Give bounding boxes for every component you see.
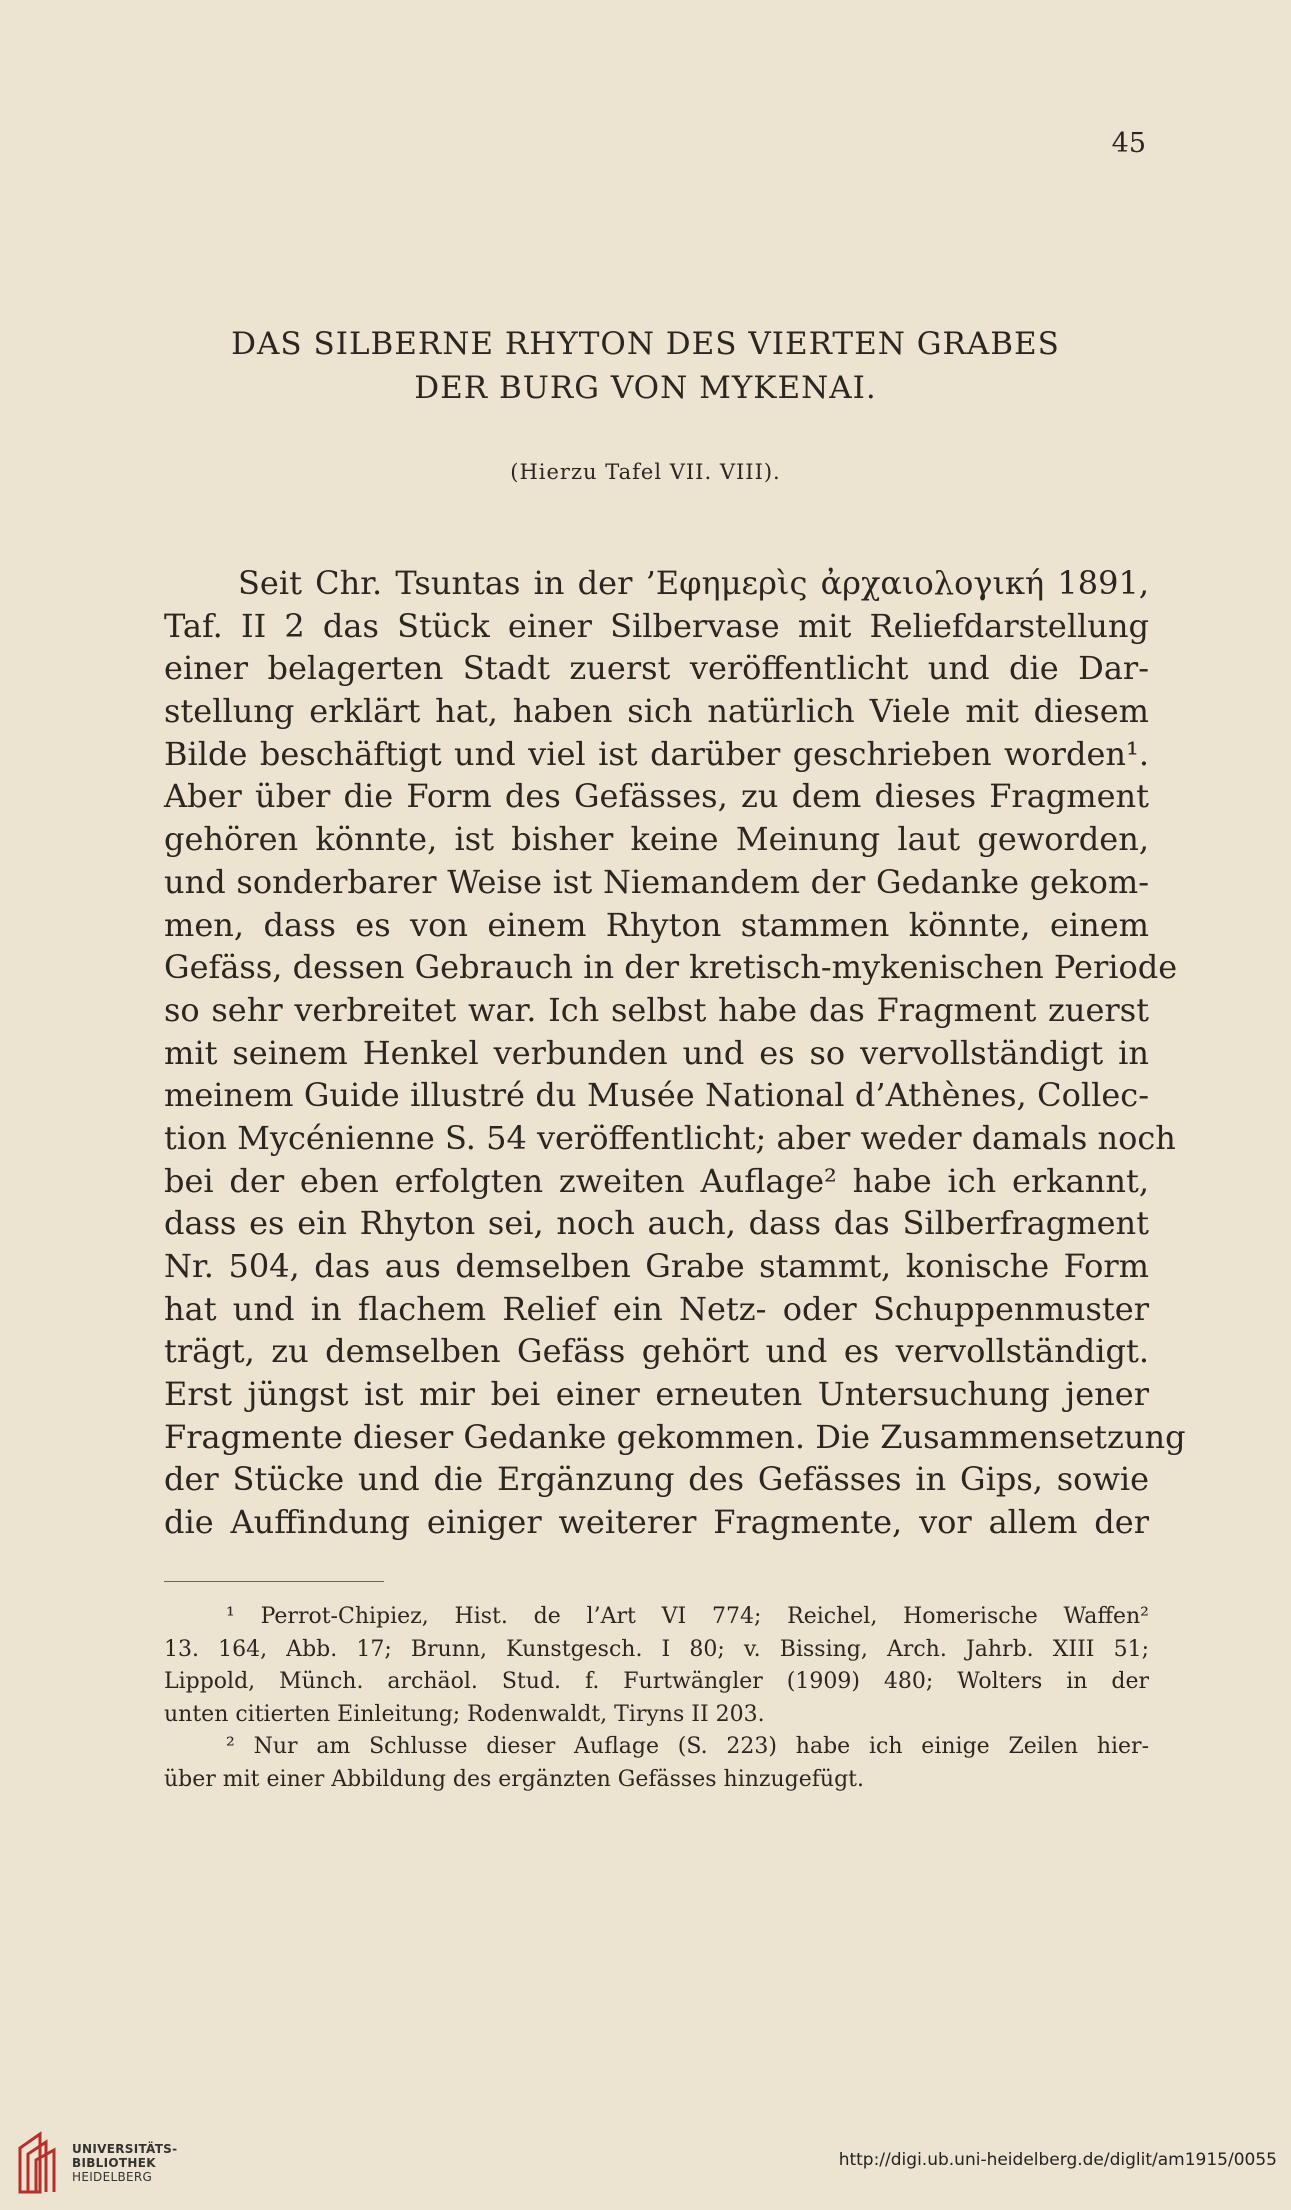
title-line-2: DER BURG VON MYKENAI.	[414, 370, 877, 406]
footnotes	[164, 1601, 1149, 1796]
article-title	[0, 322, 1291, 410]
footnote-line: ¹ Perrot-Chipiez, Hist. de l’Art VI 774; Reichel, Homerische Waffen²	[226, 1604, 1149, 1629]
body-line: men, dass es von einem Rhyton stammen könnte, einem	[164, 905, 1149, 944]
footnote-line: unten citierten Einleitung; Rodenwaldt, Tiryns II 203.	[164, 1701, 765, 1727]
footnote-divider	[164, 1581, 384, 1582]
footnote-line: ² Nur am Schlusse dieser Auflage (S. 223) habe ich einige Zeilen hier-	[226, 1734, 1149, 1759]
library-emblem-icon	[14, 2128, 66, 2198]
body-line: so sehr verbreitet war. Ich selbst habe das Fragment zuerst	[164, 990, 1149, 1029]
body-line: Taf. II 2 das Stück einer Silbervase mit Reliefdarstellung	[164, 606, 1149, 645]
body-line: Seit Chr. Tsuntas in der ’Εφημερὶς ἀρχαιολογική 1891,	[238, 564, 1149, 602]
body-line: tion Mycénienne S. 54 veröffentlicht; aber weder damals noch	[164, 1118, 1176, 1157]
footnote-line: 13. 164, Abb. 17; Brunn, Kunstgesch. I 80; v. Bissing, Arch. Jahrb. XIII 51;	[164, 1636, 1149, 1662]
body-text	[164, 562, 1186, 1544]
body-line: die Auffindung einiger weiterer Fragmente, vor allem der	[164, 1503, 1149, 1542]
body-line: Fragmente dieser Gedanke gekommen. Die Zusammensetzung	[164, 1417, 1186, 1456]
body-line: der Stücke und die Ergänzung des Gefässes in Gips, sowie	[164, 1460, 1149, 1499]
page-number: 45	[1111, 128, 1146, 159]
article-subtitle: (Hierzu Tafel VII. VIII).	[510, 460, 781, 484]
body-line: meinem Guide illustré du Musée National d’Athènes, Collec-	[164, 1076, 1149, 1115]
footnote-line: über mit einer Abbildung des ergänzten Gefässes hinzugefügt.	[164, 1766, 864, 1792]
logo-line-1: UNIVERSITÄTS-	[72, 2142, 178, 2156]
logo-line-2: BIBLIOTHEK	[72, 2156, 156, 2170]
body-line: mit seinem Henkel verbunden und es so vervollständigt in	[164, 1033, 1149, 1072]
body-line: stellung erklärt hat, haben sich natürlich Viele mit diesem	[164, 692, 1149, 731]
body-line: Bilde beschäftigt und viel ist darüber geschrieben worden¹.	[164, 734, 1149, 773]
body-line: bei der eben erfolgten zweiten Auflage² habe ich erkannt,	[164, 1161, 1149, 1200]
source-url[interactable]: http://digi.ub.uni-heidelberg.de/diglit/am1915/0055	[838, 2150, 1277, 2170]
title-line-1: DAS SILBERNE RHYTON DES VIERTEN GRABES	[231, 326, 1060, 362]
body-line: dass es ein Rhyton sei, noch auch, dass das Silberfragment	[164, 1204, 1149, 1243]
body-line: hat und in flachem Relief ein Netz- oder Schuppenmuster	[164, 1289, 1149, 1328]
logo-line-3: HEIDELBERG	[72, 2170, 153, 2184]
body-line: und sonderbarer Weise ist Niemandem der Gedanke gekom-	[164, 862, 1149, 901]
body-line: einer belagerten Stadt zuerst veröffentlicht und die Dar-	[164, 649, 1149, 688]
library-logo	[14, 2128, 178, 2198]
body-line: Nr. 504, das aus demselben Grabe stammt, konische Form	[164, 1247, 1149, 1285]
body-line: gehören könnte, ist bisher keine Meinung laut geworden,	[164, 820, 1149, 859]
body-line: trägt, zu demselben Gefäss gehört und es vervollständigt.	[164, 1332, 1149, 1371]
body-line: Erst jüngst ist mir bei einer erneuten Untersuchung jener	[164, 1375, 1149, 1414]
footnote-line: Lippold, Münch. archäol. Stud. f. Furtwängler (1909) 480; Wolters in der	[164, 1669, 1149, 1694]
body-line: Aber über die Form des Gefässes, zu dem dieses Fragment	[164, 777, 1149, 816]
body-line: Gefäss, dessen Gebrauch in der kretisch-mykenischen Periode	[164, 948, 1178, 987]
